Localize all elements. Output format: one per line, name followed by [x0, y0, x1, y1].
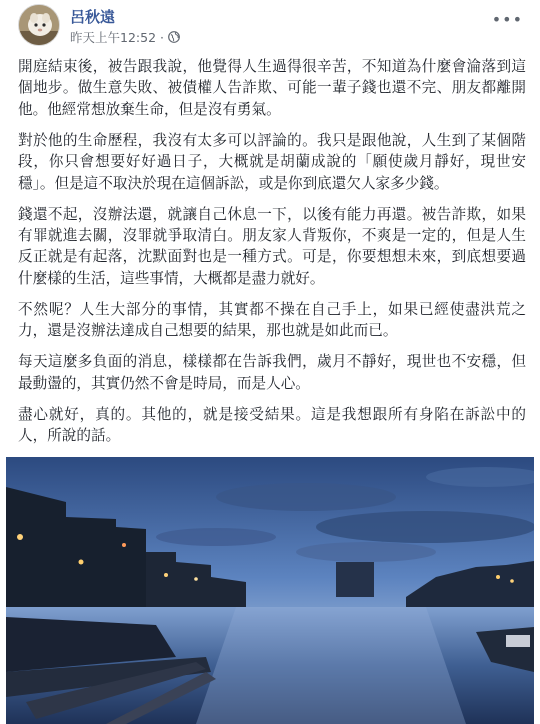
avatar[interactable]	[18, 4, 60, 46]
post-paragraph: 盡心就好，真的。其他的，就是接受結果。這是我想跟所有身陷在訴訟中的人，所說的話。	[18, 405, 526, 445]
post-paragraph: 開庭結束後，被告跟我說，他覺得人生過得很辛苦，不知道為什麼會淪落到這個地步。做生意失敗、被債權人告詐欺、可能一輩子錢也還不完、朋友都離開他。他經常想放棄生命，但是沒有勇氣。	[18, 58, 526, 118]
post-meta	[70, 28, 180, 46]
post-paragraph: 錢還不起，沒辦法還，就讓自己休息一下，以後有能力再還。被告詐欺，如果有罪就進去關，沒罪就爭取清白。朋友家人背叛你，不爽是一定的，但是人生反正就是有起落，沈默面對也是一種方式。可是，你要想想未來，到底想要過什麼樣的生活，這些事情，大概都是盡力就好。	[18, 205, 526, 287]
post-photo[interactable]	[6, 457, 534, 724]
author-name[interactable]: 呂秋遠	[70, 8, 116, 26]
avatar-image	[19, 5, 60, 46]
post-timestamp[interactable]: 昨天上午12:52	[70, 30, 157, 45]
post-paragraph: 每天這麼多負面的消息，樣樣都在告訴我們，歲月不靜好，現世也不安穩，但最動盪的，其實仍然不會是時局，而是人心。	[18, 353, 526, 392]
post-paragraph: 對於他的生命歷程，我沒有太多可以評論的。我只是跟他說，人生到了某個階段，你只會想要好好過日子，大概就是胡蘭成說的「願使歲月靜好，現世安穩」。但是這不取決於現在這個訴訟，或是你到底還欠人家多少錢。	[18, 131, 526, 192]
post-header	[18, 4, 523, 48]
meta-separator: ·	[160, 29, 165, 45]
post-paragraph: 不然呢？人生大部分的事情，其實都不操在自己手上，如果已經使盡洪荒之力，還是沒辦法達成自己想要的結果，那也就是如此而已。	[18, 300, 526, 340]
globe-icon[interactable]	[168, 31, 180, 43]
harbor-dusk-photo	[6, 457, 534, 724]
post-content	[18, 56, 526, 456]
more-options-icon[interactable]: •••	[491, 10, 523, 29]
